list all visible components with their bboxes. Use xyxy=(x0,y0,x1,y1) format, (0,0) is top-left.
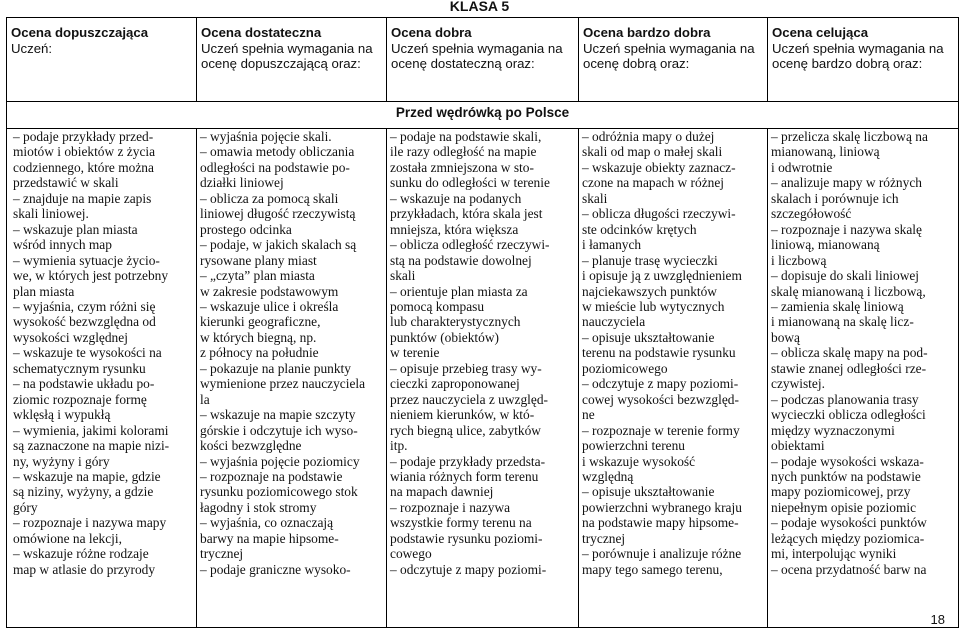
requirement-line: – oblicza za pomocą skali xyxy=(200,190,339,206)
header-title: Ocena dostateczna xyxy=(201,25,322,40)
requirement-line: miotów i obiektów z życia xyxy=(13,144,156,160)
requirement-line: kierunki geograficzne, xyxy=(200,314,321,330)
requirement-line: schematycznym rysunku xyxy=(13,360,146,376)
requirement-line: wiania różnych form terenu xyxy=(390,468,539,484)
requirement-line: – wskazuje różne rodzaje xyxy=(13,546,149,562)
requirement-line: cieczki zaproponowanej xyxy=(390,376,520,392)
requirement-line: wklęsłą i wypukłą xyxy=(13,407,111,423)
requirement-line: w terenie xyxy=(390,345,440,361)
requirement-line: – oblicza długości rzeczywi- xyxy=(582,206,736,222)
requirement-line: z północy na południe xyxy=(200,345,319,361)
requirement-line: – odróżnia mapy o dużej xyxy=(582,129,715,144)
requirement-line: wysokość bezwzględna od xyxy=(13,314,156,330)
requirement-line: podstawie rysunku poziomi- xyxy=(390,530,543,546)
header-title: Ocena dobra xyxy=(391,25,472,40)
requirement-line: niepełnym opisie poziomic xyxy=(771,499,917,515)
requirement-line: wycieczki oblicza odległości xyxy=(771,407,926,423)
requirement-line: – pokazuje na planie punkty xyxy=(200,360,351,376)
requirement-line: górskie i odczytuje ich wyso- xyxy=(200,422,358,438)
header-row xyxy=(7,18,959,102)
requirement-line: – odczytuje z mapy poziomi- xyxy=(390,561,547,577)
section-title: Przed wędrówką po Polsce xyxy=(7,102,959,129)
header-cell xyxy=(7,18,197,102)
header-title: Ocena bardzo dobra xyxy=(583,25,711,40)
requirement-line: kości bezwzględne xyxy=(200,438,302,454)
requirement-line: czywistej. xyxy=(771,376,825,392)
requirement-line: we, w których jest potrzebny xyxy=(13,268,169,284)
requirement-line: przykładach, która skala jest xyxy=(390,206,543,222)
requirement-line: liniowej długość rzeczywistą xyxy=(200,206,356,222)
header-cell xyxy=(768,18,959,102)
requirement-line: – rozpoznaje na podstawie xyxy=(200,468,343,484)
header-subtitle: Uczeń spełnia wymagania na xyxy=(201,40,373,56)
requirement-line: ziomic rozpoznaje formę xyxy=(13,391,147,407)
column-dostateczna xyxy=(197,129,387,628)
requirement-line: wysokości względnej xyxy=(13,329,128,345)
requirement-line: wymienione przez nauczyciela xyxy=(200,376,366,392)
requirement-line: obiektami xyxy=(771,438,825,454)
requirement-line: la xyxy=(200,391,210,407)
requirement-line: – „czyta” plan miasta xyxy=(200,268,315,284)
requirement-line: i odwrotnie xyxy=(771,159,833,175)
requirement-line: – opisuje ukształtowanie xyxy=(582,329,715,345)
requirement-line: terenu na podstawie rysunku xyxy=(582,345,736,361)
requirement-line: łagodny i stok stromy xyxy=(200,499,317,515)
requirement-line: – orientuje plan miasta za xyxy=(390,283,528,299)
requirement-line: – podaje graniczne wysoko- xyxy=(200,561,351,577)
requirement-line: działki liniowej xyxy=(200,175,284,191)
requirement-line: – ocena przydatność barw na xyxy=(771,561,927,577)
requirement-line: odległości na podstawie po- xyxy=(200,159,350,175)
requirement-line: punktów (obiektów) xyxy=(390,329,499,345)
requirement-line: – wskazuje obiekty zaznacz- xyxy=(582,159,736,175)
requirement-line: poziomicowego xyxy=(582,360,668,376)
requirement-line: – planuje trasę wycieczki xyxy=(582,252,718,268)
requirement-line: liniową, mianowaną xyxy=(771,237,880,253)
requirement-line: – na podstawie układu po- xyxy=(13,376,155,392)
requirement-line: nych punktów na podstawie xyxy=(771,468,921,484)
requirement-line: trycznej xyxy=(582,530,626,546)
requirement-line: itp. xyxy=(390,438,408,454)
requirement-line: rysunku poziomicowego stok xyxy=(200,484,358,500)
requirement-line: plan miasta xyxy=(13,283,75,299)
requirement-line: – analizuje mapy w różnych xyxy=(771,175,922,191)
requirement-line: skalę mianowaną i liczbową, xyxy=(771,283,926,299)
requirement-line: mi, interpolując wyniki xyxy=(771,546,897,562)
requirement-line: i liczbową xyxy=(771,252,827,268)
requirement-line: została zmniejszona w sto- xyxy=(390,159,534,175)
requirement-line: – wymienia sytuacje życio- xyxy=(13,252,160,268)
column-celujaca xyxy=(768,129,959,628)
requirement-line: – wyjaśnia, co oznaczają xyxy=(200,515,334,531)
requirement-line: – rozpoznaje w terenie formy xyxy=(582,422,740,438)
header-cell xyxy=(387,18,579,102)
requirement-line: prostego odcinka xyxy=(200,221,292,237)
requirement-line: bową xyxy=(771,329,801,345)
requirement-line: – opisuje przebieg trasy wy- xyxy=(390,360,542,376)
requirement-line: i mianowaną na skalę licz- xyxy=(771,314,914,330)
class-title: KLASA 5 xyxy=(449,0,510,14)
requirement-line: codziennego, które można xyxy=(13,159,154,175)
requirement-line: – wyjaśnia pojęcie skali. xyxy=(200,129,332,144)
requirement-line: – oblicza skalę mapy na pod- xyxy=(771,345,928,361)
requirement-line: – wskazuje te wysokości na xyxy=(13,345,162,361)
requirement-line: szczegółowość xyxy=(771,206,852,222)
requirement-line: stawie znanej odległości rze- xyxy=(771,360,927,376)
requirement-line: sunku do odległości w terenie xyxy=(390,175,550,191)
requirement-line: – wymienia, jakimi kolorami xyxy=(13,422,169,438)
requirement-line: – porównuje i analizuje różne xyxy=(582,546,742,562)
header-cell xyxy=(197,18,387,102)
requirement-line: – wskazuje na podanych xyxy=(390,190,522,206)
requirement-line: – wskazuje na mapie, gdzie xyxy=(13,468,161,484)
header-subtitle: Uczeń spełnia wymagania na xyxy=(391,40,563,56)
header-subtitle: ocenę dobrą oraz: xyxy=(583,56,690,71)
requirement-line: rysowane plany miast xyxy=(200,252,317,268)
requirement-line: skali liniowej. xyxy=(13,206,89,222)
requirement-line: w których biegną, np. xyxy=(200,329,317,345)
requirement-line: ny, wyżyny i góry xyxy=(13,453,110,469)
requirement-line: na mapach dawniej xyxy=(390,484,494,500)
requirement-line: cowej wysokości bezwzględ- xyxy=(582,391,739,407)
requirement-line: – wskazuje ulice i określa xyxy=(200,298,339,314)
header-subtitle: Uczeń spełnia wymagania na xyxy=(583,40,755,56)
header-subtitle: Uczeń spełnia wymagania na xyxy=(772,40,944,56)
header-subtitle: ocenę dostateczną oraz: xyxy=(391,56,535,71)
requirement-line: najciekawszych punktów xyxy=(582,283,717,299)
requirement-line: – dopisuje do skali liniowej xyxy=(771,268,920,284)
requirement-line: skali od map o małej skali xyxy=(582,144,723,160)
page-number: 18 xyxy=(930,612,945,627)
requirement-line: trycznej xyxy=(200,546,244,562)
requirement-line: – przelicza skalę liczbową na xyxy=(771,129,928,144)
requirement-line: map w atlasie do przyrody xyxy=(13,561,156,577)
requirement-line: – podaje na podstawie skali, xyxy=(390,129,542,144)
requirement-line: mianowaną, liniową xyxy=(771,144,880,160)
requirement-line: względną xyxy=(582,468,634,484)
requirement-line: czone na mapach w różnej xyxy=(582,175,725,191)
requirement-line: mapy poziomicowej, przy xyxy=(771,484,911,500)
requirement-line: rych biegną ulice, zabytków xyxy=(390,422,541,438)
requirement-line: mniejsza, która większa xyxy=(390,221,519,237)
requirement-line: – wskazuje na mapie szczyty xyxy=(200,407,356,423)
header-title: Ocena celująca xyxy=(772,25,869,40)
requirement-line: lub charakterystycznych xyxy=(390,314,521,330)
content-row xyxy=(7,129,959,628)
requirement-line: nauczyciela xyxy=(582,314,646,330)
requirement-line: skalach i porównuje ich xyxy=(771,190,899,206)
header-title: Ocena dopuszczająca xyxy=(11,25,149,40)
header-subtitle: ocenę bardzo dobrą oraz: xyxy=(772,56,923,71)
requirement-line: – podczas planowania trasy xyxy=(771,391,919,407)
column-dobra xyxy=(387,129,579,628)
requirement-line: wszystkie formy terenu na xyxy=(390,515,532,531)
requirement-line: – znajduje na mapie zapis xyxy=(13,190,152,206)
requirement-line: w zakresie podstawowym xyxy=(200,283,339,299)
header-subtitle: Uczeń: xyxy=(11,40,53,56)
requirement-line: między wyznaczonymi xyxy=(771,422,895,438)
requirement-line: – podaje, w jakich skalach są xyxy=(200,237,357,253)
requirement-line: – wskazuje plan miasta xyxy=(13,221,138,237)
requirement-line: – podaje przykłady przed- xyxy=(13,129,154,144)
requirement-line: – wyjaśnia pojęcie poziomicy xyxy=(200,453,360,469)
requirement-line: stą na podstawie dowolnej xyxy=(390,252,532,268)
requirement-line: – omawia metody obliczania xyxy=(200,144,355,160)
requirement-line: wśród innych map xyxy=(13,237,112,253)
requirement-line: nieniem kierunków, w któ- xyxy=(390,407,535,423)
requirement-line: – zamienia skalę liniową xyxy=(771,298,904,314)
requirement-line: – rozpoznaje i nazywa mapy xyxy=(13,515,167,531)
requirement-line: i łamanych xyxy=(582,237,642,253)
requirements-table xyxy=(6,17,959,628)
requirement-line: – opisuje ukształtowanie xyxy=(582,484,715,500)
requirement-line: przedstawić w skali xyxy=(13,175,119,191)
requirement-line: i opisuje ją z uwzględnieniem xyxy=(582,268,742,284)
requirement-line: mapy tego samego terenu, xyxy=(582,561,723,577)
requirement-line: barwy na mapie hipsome- xyxy=(200,530,339,546)
requirement-line: omówione na lekcji, xyxy=(13,530,122,546)
requirement-line: powierzchni wybranego kraju xyxy=(582,499,742,515)
requirement-line: przez nauczyciela z uwzględ- xyxy=(390,391,548,407)
column-bardzo-dobra xyxy=(579,129,768,628)
requirement-line: – rozpoznaje i nazywa skalę xyxy=(771,221,922,237)
requirement-line: ste odcinków krętych xyxy=(582,221,697,237)
requirement-line: ile razy odległość na mapie xyxy=(390,144,537,160)
requirement-line: – rozpoznaje i nazywa xyxy=(390,499,511,515)
requirement-line: – podaje wysokości punktów xyxy=(771,515,927,531)
requirement-line: w mieście lub wytycznych xyxy=(582,298,725,314)
header-cell xyxy=(579,18,768,102)
requirement-line: – podaje przykłady przedsta- xyxy=(390,453,546,469)
requirement-line: cowego xyxy=(390,546,432,562)
requirement-line: skali xyxy=(390,268,416,284)
header-subtitle: ocenę dopuszczającą oraz: xyxy=(201,56,361,71)
requirement-line: – podaje wysokości wskaza- xyxy=(771,453,924,469)
requirement-line: pomocą kompasu xyxy=(390,298,485,314)
requirement-line: ne xyxy=(582,407,595,423)
requirement-line: na podstawie mapy hipsome- xyxy=(582,515,739,531)
requirement-line: góry xyxy=(13,499,38,515)
requirement-line: i wskazuje wysokość xyxy=(582,453,696,469)
requirement-line: – wyjaśnia, czym różni się xyxy=(13,298,156,314)
requirement-line: – oblicza odległość rzeczywi- xyxy=(390,237,550,253)
requirement-line: skali xyxy=(582,190,608,206)
requirement-line: są zaznaczone na mapie nizi- xyxy=(13,438,170,454)
requirement-line: – odczytuje z mapy poziomi- xyxy=(582,376,739,392)
requirement-line: leżących między poziomica- xyxy=(771,530,925,546)
requirement-line: powierzchni terenu xyxy=(582,438,685,454)
section-row xyxy=(7,102,959,129)
requirement-line: są niziny, wyżyny, a gdzie xyxy=(13,484,154,500)
column-dopuszczajaca xyxy=(7,129,197,628)
